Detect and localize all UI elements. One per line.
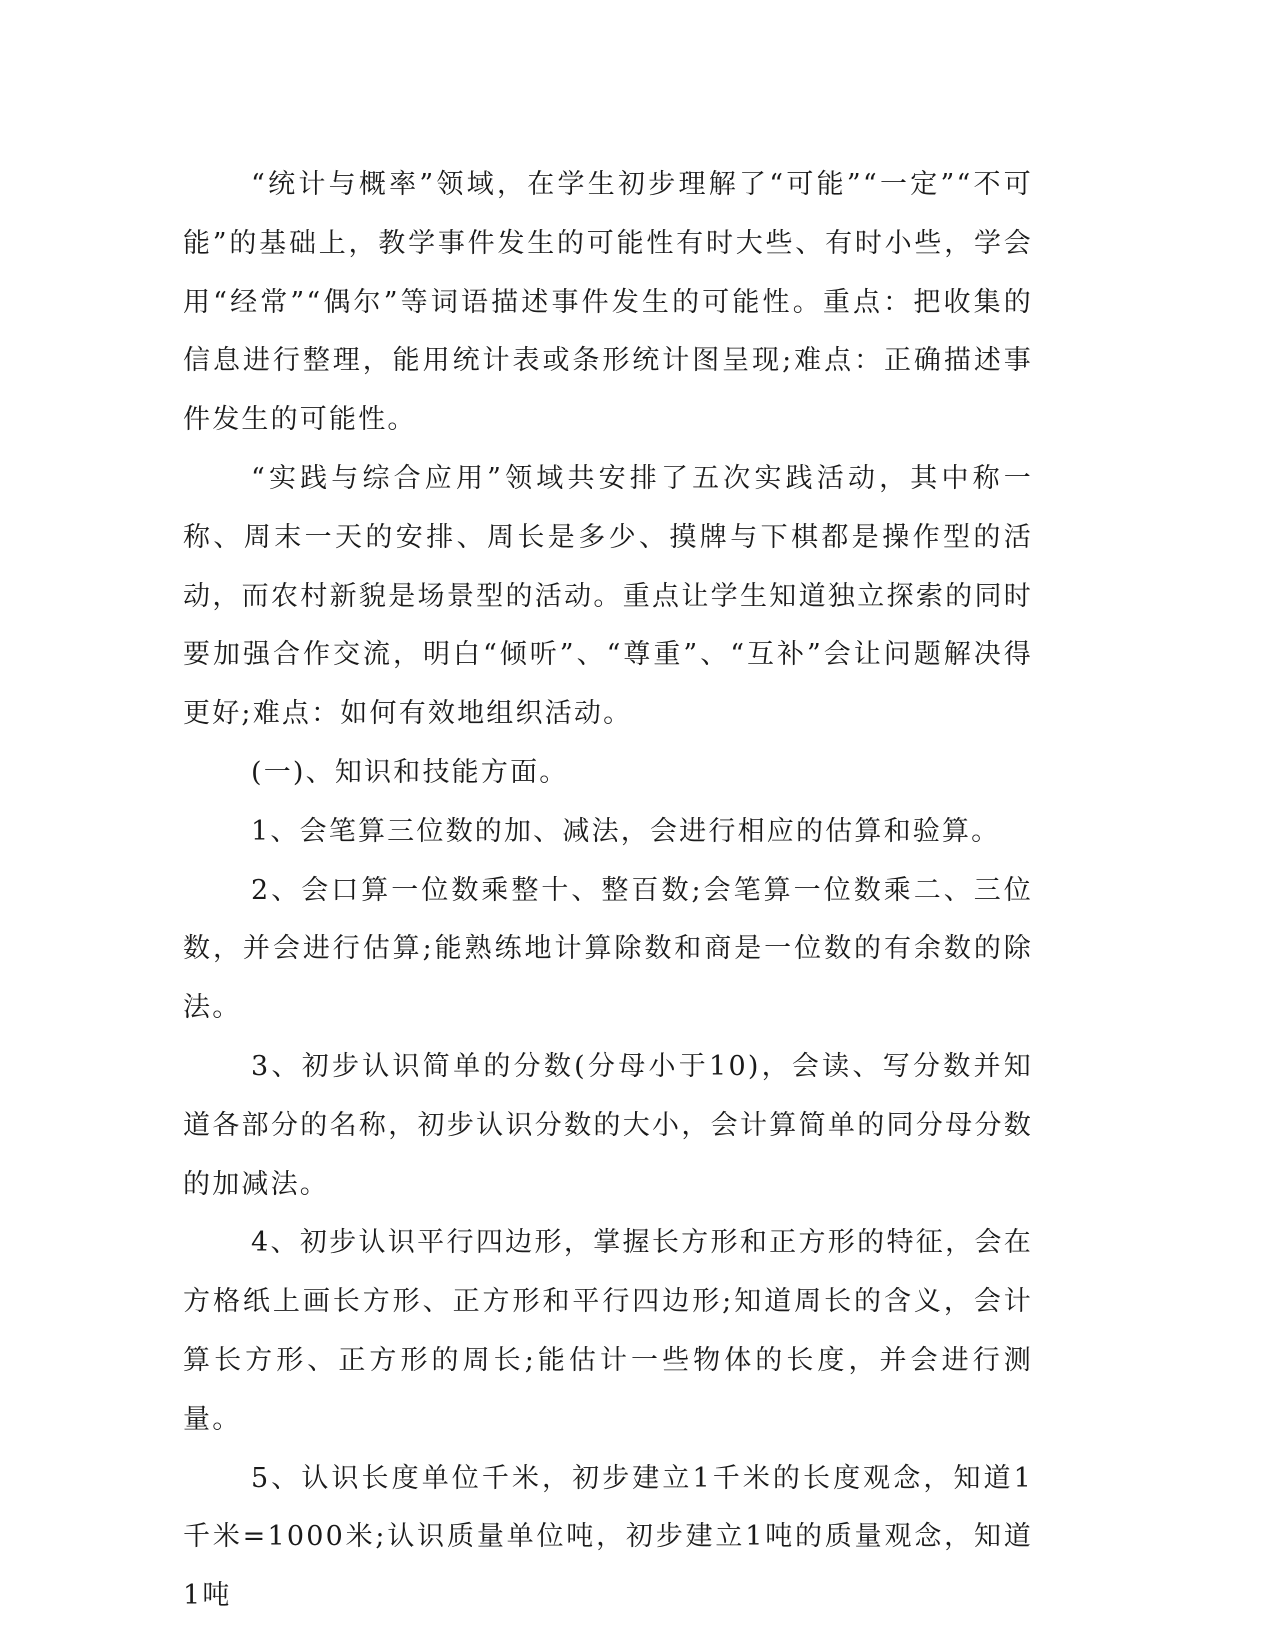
section-heading-knowledge-skills: (一)、知识和技能方面。 bbox=[251, 756, 569, 788]
list-item-2: 2、会口算一位数乘整十、整百数;会笔算一位数乘二、三位数，并会进行估算;能熟练地计算除数和商是一位数的有余数的除法。 bbox=[183, 874, 1033, 1024]
paragraph-practice-application: “实践与综合应用”领域共安排了五次实践活动，其中称一称、周末一天的安排、周长是多少、摸牌与下棋都是操作型的活动，而农村新貌是场景型的活动。重点让学生知道独立探索的同时要加强合作交流，明白“倾听”、“尊重”、“互补”会让问题解决得更好;难点：如何有效地组织活动。 bbox=[183, 462, 1033, 730]
list-item-5: 5、认识长度单位千米，初步建立1千米的长度观念，知道1千米=1000米;认识质量单位吨，初步建立1吨的质量观念，知道1吨 bbox=[183, 1462, 1033, 1612]
document-body bbox=[183, 156, 1033, 1626]
list-item-3: 3、初步认识简单的分数(分母小于10)，会读、写分数并知道各部分的名称，初步认识分数的大小，会计算简单的同分母分数的加减法。 bbox=[183, 1050, 1033, 1200]
list-item-1: 1、会笔算三位数的加、减法，会进行相应的估算和验算。 bbox=[251, 815, 1001, 847]
list-item-4: 4、初步认识平行四边形，掌握长方形和正方形的特征，会在方格纸上画长方形、正方形和平行四边形;知道周长的含义，会计算长方形、正方形的周长;能估计一些物体的长度，并会进行测量。 bbox=[183, 1227, 1033, 1435]
paragraph-statistics-probability: “统计与概率”领域，在学生初步理解了“可能”“一定”“不可能”的基础上，教学事件发生的可能性有时大些、有时小些，学会用“经常”“偶尔”等词语描述事件发生的可能性。重点：把收集的信息进行整理，能用统计表或条形统计图呈现;难点：正确描述事件发生的可能性。 bbox=[183, 169, 1033, 436]
